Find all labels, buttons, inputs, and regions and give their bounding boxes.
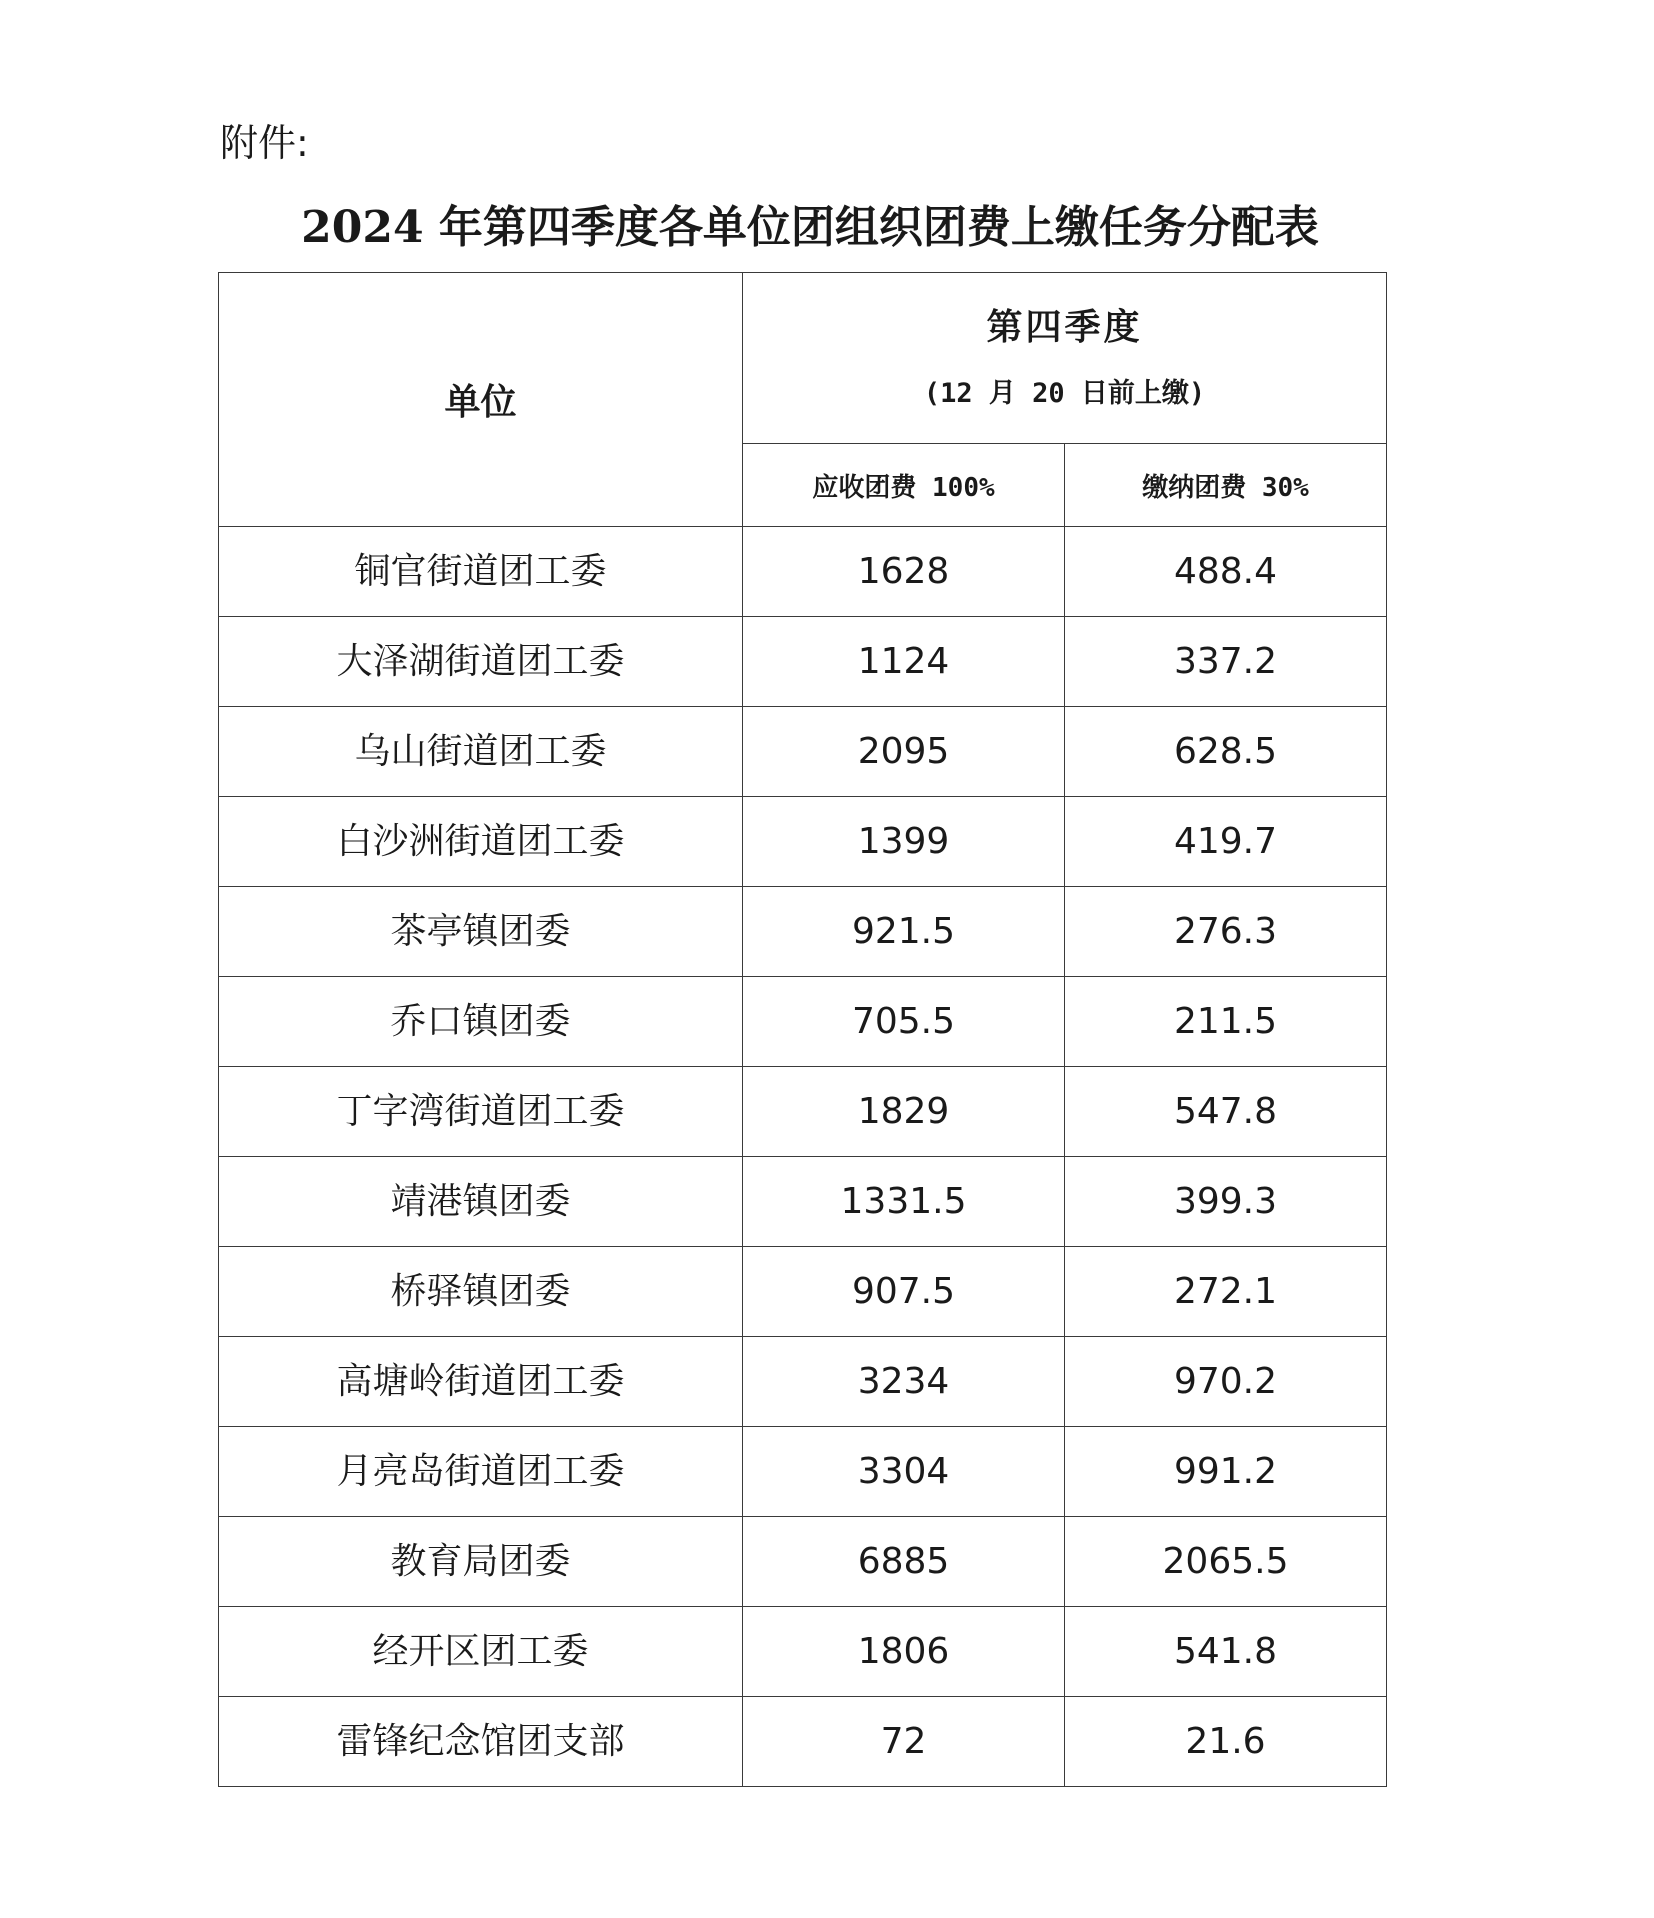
unit-column-header: 单位	[219, 273, 743, 527]
paid-amount-cell: 970.2	[1065, 1337, 1387, 1427]
table-row	[219, 1517, 1387, 1607]
unit-name-cell: 经开区团工委	[219, 1607, 743, 1697]
unit-name-cell: 乌山街道团工委	[219, 707, 743, 797]
due-amount-cell: 1399	[743, 797, 1065, 887]
table-row	[219, 887, 1387, 977]
table-row	[219, 797, 1387, 887]
due-amount-cell: 1124	[743, 617, 1065, 707]
paid-amount-cell: 2065.5	[1065, 1517, 1387, 1607]
due-amount-cell: 6885	[743, 1517, 1065, 1607]
unit-name-cell: 雷锋纪念馆团支部	[219, 1697, 743, 1787]
table-row	[219, 1247, 1387, 1337]
paid-amount-cell: 21.6	[1065, 1697, 1387, 1787]
paid-amount-cell: 991.2	[1065, 1427, 1387, 1517]
unit-name-cell: 高塘岭街道团工委	[219, 1337, 743, 1427]
unit-name-cell: 教育局团委	[219, 1517, 743, 1607]
paid-amount-cell: 276.3	[1065, 887, 1387, 977]
unit-name-cell: 白沙洲街道团工委	[219, 797, 743, 887]
table-row	[219, 977, 1387, 1067]
paid-column-header: 缴纳团费 30%	[1065, 444, 1387, 527]
document-title: 2024 年第四季度各单位团组织团费上缴任务分配表	[301, 202, 1319, 253]
paid-amount-cell: 488.4	[1065, 527, 1387, 617]
paid-amount-cell: 419.7	[1065, 797, 1387, 887]
due-amount-cell: 3234	[743, 1337, 1065, 1427]
table-row	[219, 1427, 1387, 1517]
due-amount-cell: 3304	[743, 1427, 1065, 1517]
unit-name-cell: 丁字湾街道团工委	[219, 1067, 743, 1157]
quarter-name: 第四季度	[986, 306, 1143, 348]
table-row	[219, 1697, 1387, 1787]
unit-name-cell: 茶亭镇团委	[219, 887, 743, 977]
unit-name-cell: 铜官街道团工委	[219, 527, 743, 617]
table-body	[219, 527, 1387, 1787]
due-amount-cell: 921.5	[743, 887, 1065, 977]
due-amount-cell: 72	[743, 1697, 1065, 1787]
unit-name-cell: 靖港镇团委	[219, 1157, 743, 1247]
paid-amount-cell: 272.1	[1065, 1247, 1387, 1337]
unit-name-cell: 大泽湖街道团工委	[219, 617, 743, 707]
allocation-table	[218, 272, 1387, 1787]
due-amount-cell: 705.5	[743, 977, 1065, 1067]
due-amount-cell: 1806	[743, 1607, 1065, 1697]
table-row	[219, 617, 1387, 707]
table-row	[219, 527, 1387, 617]
due-amount-cell: 1331.5	[743, 1157, 1065, 1247]
paid-amount-cell: 541.8	[1065, 1607, 1387, 1697]
quarter-deadline: (12 月 20 日前上缴)	[923, 378, 1206, 409]
attachment-label: 附件:	[220, 121, 309, 165]
unit-name-cell: 乔口镇团委	[219, 977, 743, 1067]
table-row	[219, 1337, 1387, 1427]
paid-amount-cell: 399.3	[1065, 1157, 1387, 1247]
due-amount-cell: 907.5	[743, 1247, 1065, 1337]
table-row	[219, 1067, 1387, 1157]
unit-name-cell: 桥驿镇团委	[219, 1247, 743, 1337]
paid-amount-cell: 337.2	[1065, 617, 1387, 707]
table-row	[219, 707, 1387, 797]
header-row-top	[219, 273, 1387, 444]
due-amount-cell: 2095	[743, 707, 1065, 797]
due-amount-cell: 1628	[743, 527, 1065, 617]
paid-amount-cell: 547.8	[1065, 1067, 1387, 1157]
unit-name-cell: 月亮岛街道团工委	[219, 1427, 743, 1517]
paid-amount-cell: 211.5	[1065, 977, 1387, 1067]
table-row	[219, 1607, 1387, 1697]
table-row	[219, 1157, 1387, 1247]
quarter-header	[743, 273, 1387, 444]
due-amount-cell: 1829	[743, 1067, 1065, 1157]
paid-amount-cell: 628.5	[1065, 707, 1387, 797]
due-column-header: 应收团费 100%	[743, 444, 1065, 527]
